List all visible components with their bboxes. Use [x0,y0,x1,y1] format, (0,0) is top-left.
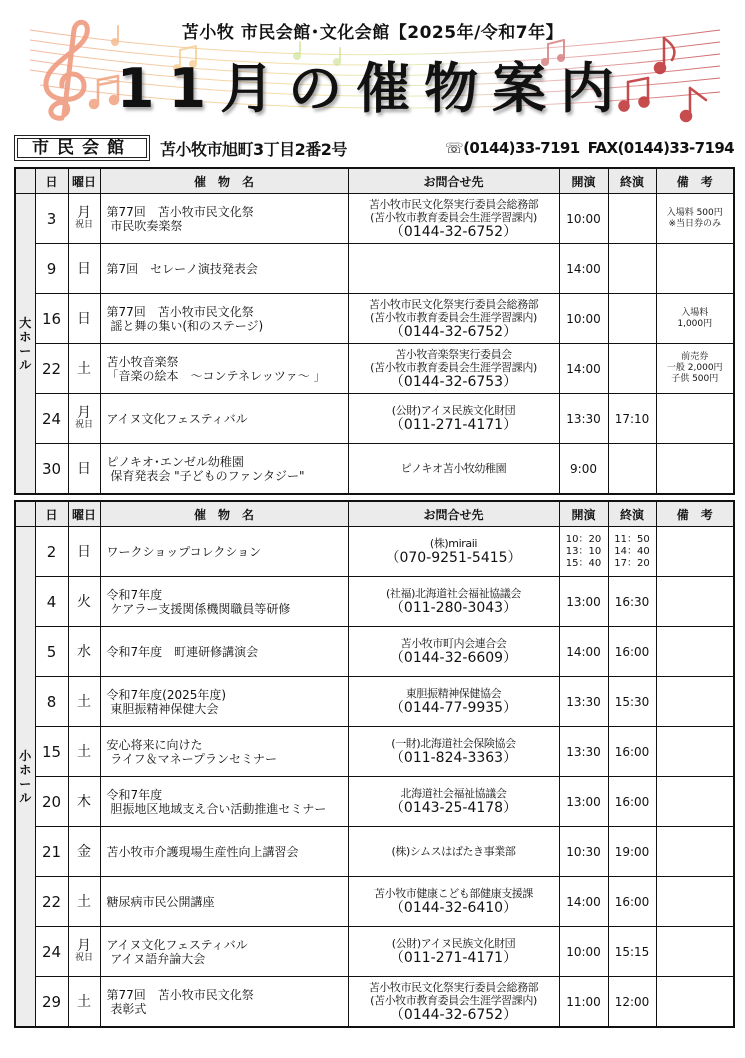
note-cell [656,727,734,777]
end-time: 12:00 [608,977,656,1028]
day-cell: 22 [35,877,68,927]
contact-phone: （0144-32-6752） [389,223,518,240]
small-hall-table [14,500,735,1028]
start-time: 10:00 [559,294,608,344]
weekday-cell [68,977,100,1028]
note-cell [656,977,734,1028]
weekday-text: 土 [77,693,91,710]
venue-address: 苫小牧市旭町3丁目2番2号 [160,139,347,159]
event-name: 糖尿病市民公開講座 [100,877,348,927]
end-time [608,294,656,344]
contact-name: 苫小牧市民文化祭実行委員会総務部 (苫小牧市教育委員会生涯学習課内) [368,297,539,324]
contact-name: 苫小牧市民文化祭実行委員会総務部 (苫小牧市教育委員会生涯学習課内) [368,197,539,224]
note-cell: 前売券 一般 2,000円 子供 500円 [656,344,734,394]
contact-name: (株)シムスはばたき事業部 [391,845,516,858]
event-name: ワークショップコレクション [100,527,348,577]
table-row [15,827,734,877]
holiday-label: 祝日 [74,420,93,430]
weekday-text: 土 [77,743,91,760]
contact-name: 苫小牧市民文化祭実行委員会総務部 (苫小牧市教育委員会生涯学習課内) [368,980,539,1007]
table-row [15,927,734,977]
contact-phone: （011-280-3043） [389,600,518,616]
table-row [15,977,734,1028]
contact-cell [348,394,559,444]
end-time: 16:00 [608,727,656,777]
weekday-cell [68,877,100,927]
end-time: 16:30 [608,577,656,627]
note-cell [656,927,734,977]
event-name: 令和7年度 胆振地区地域支え合い活動推進セミナー [100,777,348,827]
end-time: 17:10 [608,394,656,444]
start-time: 10:00 [559,194,608,244]
contact-cell [348,444,559,495]
contact-phone: （070-9251-5415） [385,550,522,566]
end-time [608,444,656,495]
col-event-header: 催 物 名 [100,168,348,194]
event-name: ピノキオ･エンゼル幼稚園 保育発表会 "子どものファンタジー" [100,444,348,495]
table-row [15,194,734,244]
event-name: 令和7年度 町連研修講演会 [100,627,348,677]
weekday-cell [68,294,100,344]
weekday-cell [68,194,100,244]
weekday-cell [68,827,100,877]
day-cell: 9 [35,244,68,294]
event-name: 第7回 セレーノ演技発表会 [100,244,348,294]
note-cell [656,527,734,577]
table-row [15,877,734,927]
weekday-cell [68,244,100,294]
end-time: 16:00 [608,777,656,827]
note-cell [656,677,734,727]
day-cell: 8 [35,677,68,727]
weekday-text: 日 [77,260,91,277]
weekday-text: 日 [77,543,91,560]
table-row [15,444,734,495]
weekday-cell [68,727,100,777]
weekday-text: 月 [77,205,91,221]
col-weekday-header: 曜日 [68,168,100,194]
table-row [15,677,734,727]
contact-phone: （0144-32-6410） [389,900,518,916]
contact-phone: （011-824-3363） [389,750,518,766]
col-start-header: 開演 [559,168,608,194]
note-cell [656,627,734,677]
large-hall-table [14,167,735,495]
weekday-text: 土 [77,993,91,1010]
contact-name: 北海道社会福祉協議会 [400,787,507,800]
contact-name: (株)miraii [429,537,478,550]
weekday-text: 金 [77,843,91,860]
note-cell [656,577,734,627]
day-cell: 22 [35,344,68,394]
start-time: 13:30 [559,727,608,777]
contact-cell [348,627,559,677]
event-name: 安心将来に向けた ライフ＆マネープランセミナー [100,727,348,777]
header-subtitle: 苫小牧 市民会館･文化会館【2025年/令和7年】 [181,23,564,43]
contact-name: ピノキオ苫小牧幼稚園 [400,462,507,475]
day-cell: 3 [35,194,68,244]
contact-cell [348,827,559,877]
note-cell: 入場料 1,000円 [656,294,734,344]
table-row [15,294,734,344]
weekday-cell [68,577,100,627]
table-header-row [15,501,734,527]
event-name: 令和7年度(2025年度) 東胆振精神保健大会 [100,677,348,727]
event-name: 第77回 苫小牧市民文化祭 表彰式 [100,977,348,1028]
table-row [15,394,734,444]
weekday-cell [68,444,100,495]
table-row [15,344,734,394]
day-cell: 21 [35,827,68,877]
col-note-header: 備 考 [656,501,734,527]
end-time [608,244,656,294]
weekday-text: 火 [77,593,91,610]
weekday-cell [68,677,100,727]
table-row [15,777,734,827]
start-time: 14:00 [559,877,608,927]
start-time: 10:00 [559,927,608,977]
event-name: 第77回 苫小牧市民文化祭 市民吹奏楽祭 [100,194,348,244]
contact-phone: （0144-32-6752） [389,323,518,340]
col-day-header: 日 [35,501,68,527]
hall-label-text: 小ホール [19,748,32,805]
contact-phone: （011-271-4171） [389,950,518,966]
note-cell [656,244,734,294]
col-event-header: 催 物 名 [100,501,348,527]
contact-name: (公財)アイヌ民族文化財団 [391,937,516,950]
col-start-header: 開演 [559,501,608,527]
hall-label [15,527,35,1028]
col-contact-header: お問合せ先 [348,501,559,527]
weekday-cell [68,344,100,394]
start-time: 13:30 [559,677,608,727]
weekday-cell [68,394,100,444]
note-cell [656,394,734,444]
start-time: 14:00 [559,627,608,677]
event-name: 令和7年度 ケアラー支援関係機関職員等研修 [100,577,348,627]
start-time: 14:00 [559,244,608,294]
end-time: 11：50 14：40 17：20 [608,527,656,577]
header-banner [0,0,745,130]
table-row [15,727,734,777]
weekday-cell [68,527,100,577]
start-time: 13:30 [559,394,608,444]
venue-phone: ☏(0144)33-7191 [444,139,580,157]
day-cell: 15 [35,727,68,777]
contact-name: (公財)アイヌ民族文化財団 [391,404,516,417]
start-time: 13:00 [559,777,608,827]
contact-name: 苫小牧市町内会連合会 [400,637,507,650]
contact-cell [348,677,559,727]
hall-label [15,194,35,495]
weekday-text: 水 [77,643,91,660]
col-note-header: 備 考 [656,168,734,194]
contact-phone: （011-271-4171） [389,417,518,433]
col-end-header: 終演 [608,501,656,527]
contact-phone: （0144-32-6753） [389,373,518,390]
contact-phone: （0144-32-6609） [389,650,518,666]
venue-contact [357,139,734,157]
venue-fax: FAX(0144)33-7194 [587,139,734,157]
day-cell: 24 [35,927,68,977]
page-title: 11月の催物案内 [116,57,629,120]
col-day-header: 日 [35,168,68,194]
end-time: 15:15 [608,927,656,977]
table-header-row [15,168,734,194]
weekday-cell [68,777,100,827]
contact-cell [348,577,559,627]
end-time [608,194,656,244]
contact-cell [348,727,559,777]
col-contact-header: お問合せ先 [348,168,559,194]
event-name: 苫小牧音楽祭 「音楽の絵本 ～コンテネレッツァ～ 」 [100,344,348,394]
hall-header-cell [15,501,35,527]
contact-phone: （0144-32-6752） [389,1006,518,1023]
weekday-cell [68,927,100,977]
weekday-text: 日 [77,310,91,327]
start-time: 10：20 13：10 15：40 [559,527,608,577]
note-cell [656,827,734,877]
end-time: 16:00 [608,877,656,927]
table-row [15,627,734,677]
contact-cell [348,244,559,294]
col-weekday-header: 曜日 [68,501,100,527]
weekday-text: 日 [77,460,91,477]
weekday-text: 土 [77,893,91,910]
table-row [15,527,734,577]
event-name: 第77回 苫小牧市民文化祭 謡と舞の集い(和のステージ) [100,294,348,344]
start-time: 14:00 [559,344,608,394]
contact-cell [348,194,559,244]
contact-name: 苫小牧音楽祭実行委員会 (苫小牧市教育委員会生涯学習課内) [370,347,537,374]
day-cell: 5 [35,627,68,677]
end-time: 15:30 [608,677,656,727]
contact-name: 東胆振精神保健協会 [405,687,502,700]
contact-cell [348,927,559,977]
start-time: 11:00 [559,977,608,1028]
start-time: 10:30 [559,827,608,877]
hall-label-text: 大ホール [19,315,32,372]
weekday-text: 土 [77,360,91,377]
venue-name: 市民会館 [14,135,150,161]
contact-phone: （0143-25-4178） [389,800,518,816]
holiday-label: 祝日 [74,220,93,230]
contact-cell [348,527,559,577]
venue-bar [14,133,734,163]
table-row [15,244,734,294]
day-cell: 30 [35,444,68,495]
contact-name: (社福)北海道社会福祉協議会 [386,587,521,600]
contact-name: 苫小牧市健康こども部健康支援課 [374,887,533,900]
contact-cell [348,877,559,927]
note-cell [656,444,734,495]
day-cell: 16 [35,294,68,344]
contact-cell [348,294,559,344]
note-cell [656,877,734,927]
contact-phone: （0144-77-9935） [389,700,518,716]
end-time [608,344,656,394]
holiday-label: 祝日 [74,953,93,963]
day-cell: 4 [35,577,68,627]
day-cell: 20 [35,777,68,827]
event-name: アイヌ文化フェスティバル アイヌ語弁論大会 [100,927,348,977]
col-end-header: 終演 [608,168,656,194]
note-cell: 入場料 500円 ※当日券のみ [656,194,734,244]
start-time: 13:00 [559,577,608,627]
weekday-text: 月 [77,405,91,421]
day-cell: 24 [35,394,68,444]
table-row [15,577,734,627]
start-time: 9:00 [559,444,608,495]
weekday-text: 月 [77,938,91,954]
weekday-cell [68,627,100,677]
note-cell [656,777,734,827]
contact-cell [348,977,559,1028]
event-name: 苫小牧市介護現場生産性向上講習会 [100,827,348,877]
hall-header-cell [15,168,35,194]
contact-cell [348,777,559,827]
day-cell: 2 [35,527,68,577]
day-cell: 29 [35,977,68,1028]
contact-cell [348,344,559,394]
weekday-text: 木 [77,793,91,810]
contact-name: (一財)北海道社会保険協会 [391,737,516,750]
event-name: アイヌ文化フェスティバル [100,394,348,444]
end-time: 19:00 [608,827,656,877]
end-time: 16:00 [608,627,656,677]
